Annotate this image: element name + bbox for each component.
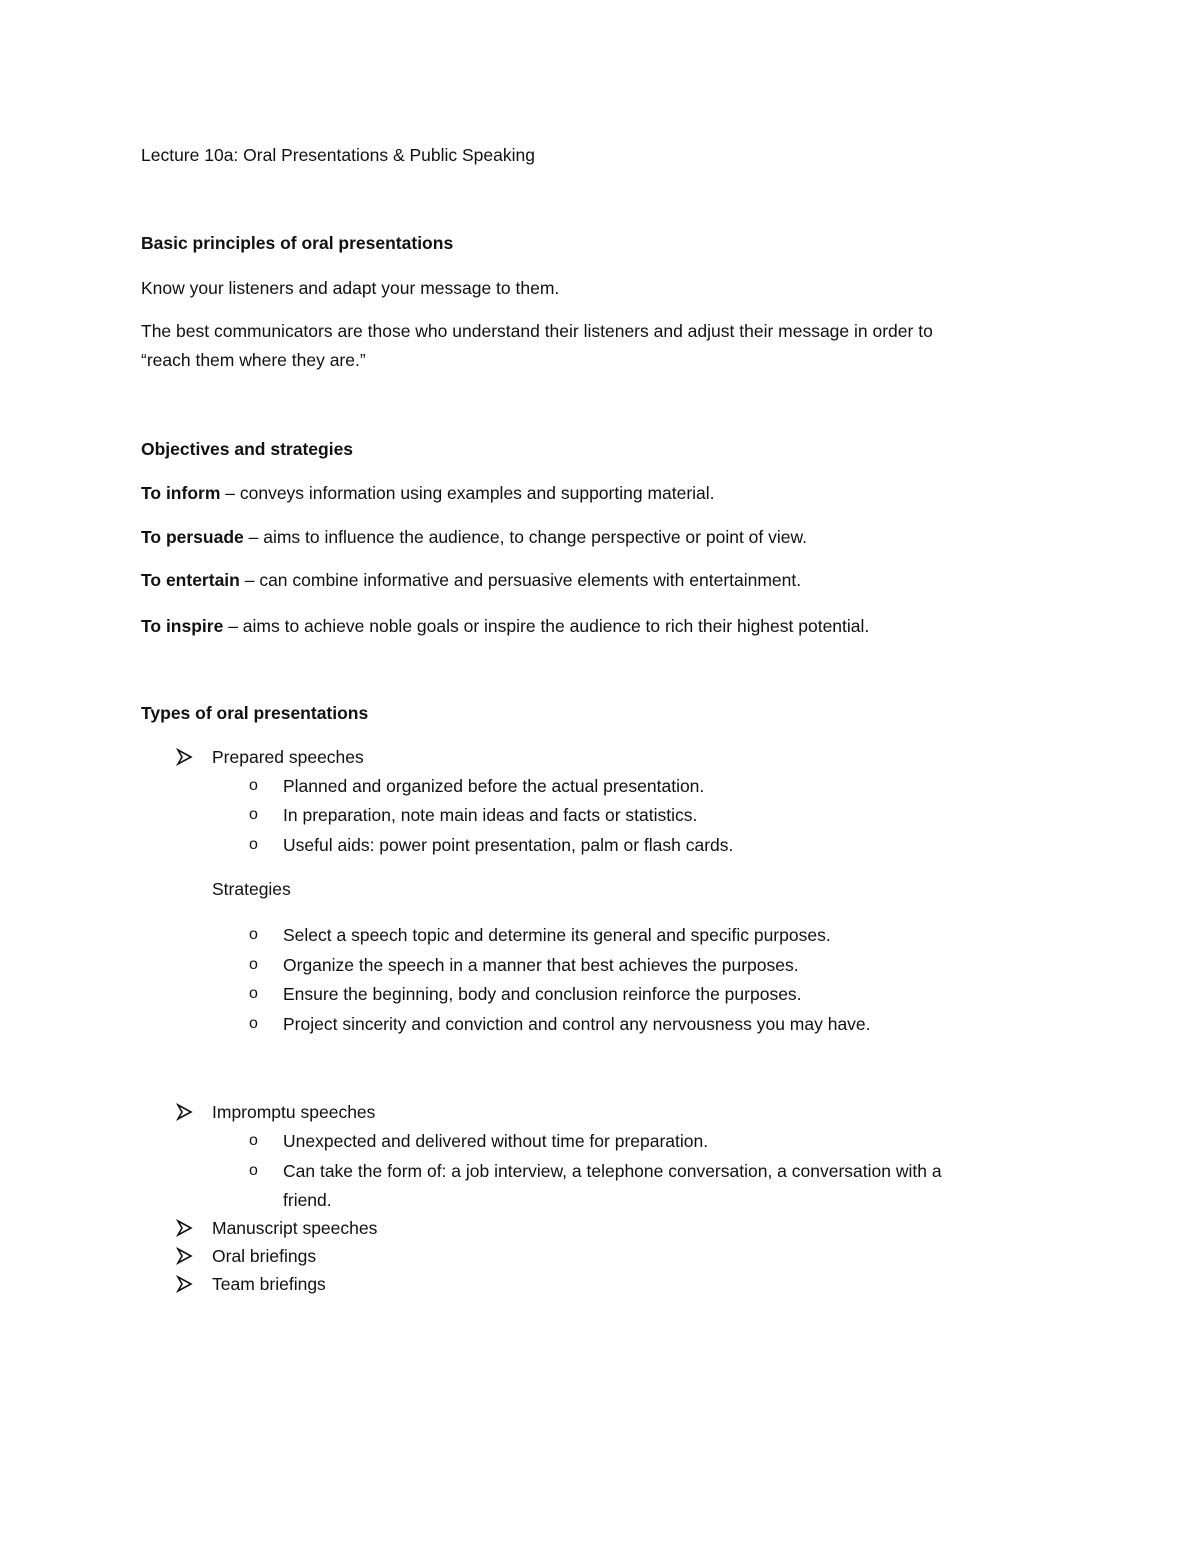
paragraph: The best communicators are those who understand their listeners and adjust their message in order to [141, 321, 933, 341]
sub-list-item: Useful aids: power point presentation, palm or flash cards. [283, 835, 734, 855]
sub-list-item: Planned and organized before the actual presentation. [283, 776, 705, 796]
objective-term: To persuade [141, 527, 244, 547]
circle-bullet: o [249, 956, 258, 973]
circle-bullet: o [249, 777, 258, 794]
arrowhead-bullet-icon [174, 1217, 196, 1239]
objective-item [141, 569, 801, 591]
document-title: Lecture 10a: Oral Presentations & Public Speaking [141, 145, 535, 165]
sub-list-item: Can take the form of: a job interview, a telephone conversation, a conversation with a [283, 1161, 942, 1181]
objective-text: – conveys information using examples and supporting material. [220, 483, 715, 503]
circle-bullet: o [249, 985, 258, 1002]
arrowhead-bullet-icon [174, 1245, 196, 1267]
circle-bullet: o [249, 806, 258, 823]
strategy-item: Select a speech topic and determine its general and specific purposes. [283, 925, 831, 945]
paragraph: Know your listeners and adapt your message to them. [141, 278, 560, 298]
arrowhead-bullet-icon [174, 1101, 196, 1123]
list-item-impromptu: Impromptu speeches [212, 1102, 376, 1122]
paragraph: “reach them where they are.” [141, 350, 366, 370]
strategies-label: Strategies [212, 879, 291, 899]
sub-list-item: In preparation, note main ideas and facts or statistics. [283, 805, 698, 825]
strategy-item: Ensure the beginning, body and conclusion reinforce the purposes. [283, 984, 802, 1004]
objective-text: – aims to achieve noble goals or inspire the audience to rich their highest potential. [223, 616, 870, 636]
section-heading-basic: Basic principles of oral presentations [141, 233, 454, 253]
objective-item [141, 482, 715, 504]
list-item-prepared: Prepared speeches [212, 747, 364, 767]
section-heading-objectives: Objectives and strategies [141, 439, 354, 459]
list-item-oral-briefings: Oral briefings [212, 1246, 317, 1266]
objective-term: To inform [141, 483, 221, 503]
circle-bullet: o [249, 836, 258, 853]
arrowhead-bullet-icon [174, 746, 196, 768]
objective-term: To inspire [141, 616, 224, 636]
sub-list-item: Unexpected and delivered without time for preparation. [283, 1131, 709, 1151]
strategy-item: Organize the speech in a manner that best achieves the purposes. [283, 955, 799, 975]
circle-bullet: o [249, 1015, 258, 1032]
list-item-team-briefings: Team briefings [212, 1274, 326, 1294]
circle-bullet: o [249, 1162, 258, 1179]
objective-term: To entertain [141, 570, 240, 590]
objective-text: – can combine informative and persuasive elements with entertainment. [239, 570, 802, 590]
sub-list-item-continuation: friend. [283, 1190, 332, 1210]
strategy-item: Project sincerity and conviction and control any nervousness you may have. [283, 1014, 871, 1034]
objective-item [141, 615, 869, 637]
objective-item [141, 526, 807, 548]
circle-bullet: o [249, 926, 258, 943]
objective-text: – aims to influence the audience, to change perspective or point of view. [243, 527, 808, 547]
circle-bullet: o [249, 1132, 258, 1149]
arrowhead-bullet-icon [174, 1273, 196, 1295]
section-heading-types: Types of oral presentations [141, 703, 369, 723]
list-item-manuscript: Manuscript speeches [212, 1218, 378, 1238]
